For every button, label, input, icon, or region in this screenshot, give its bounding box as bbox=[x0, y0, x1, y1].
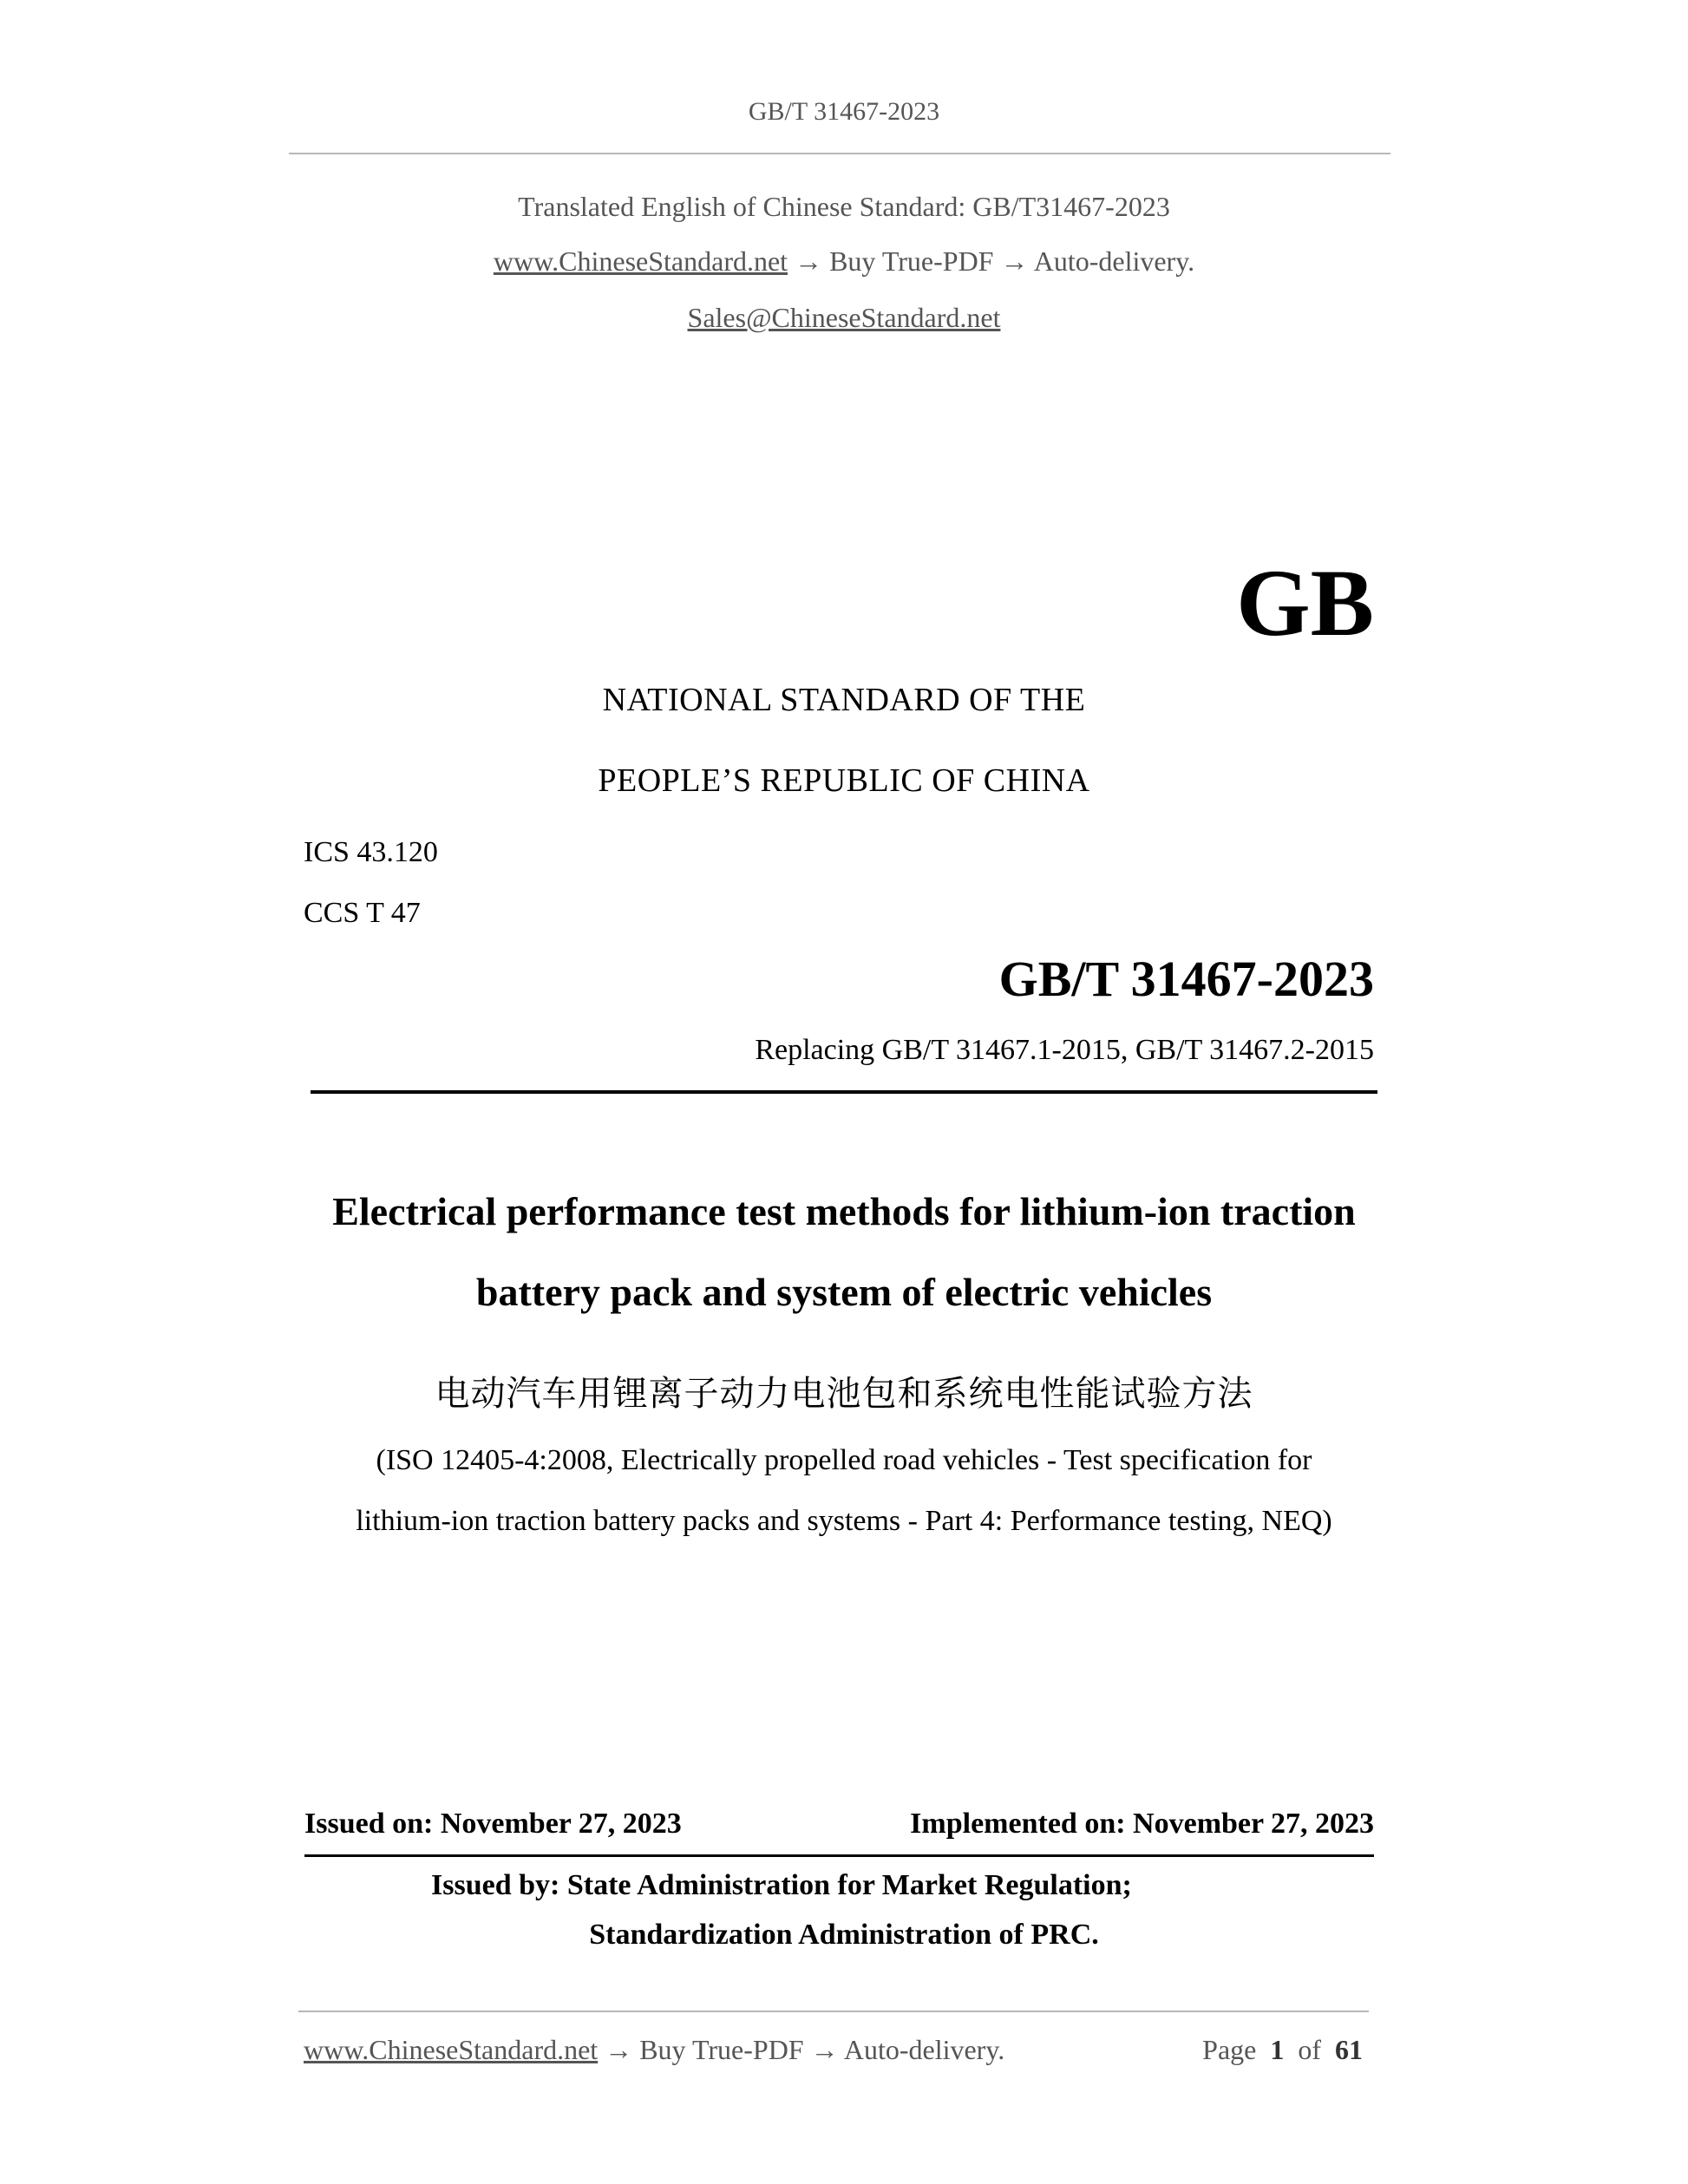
of-label: of bbox=[1298, 2034, 1321, 2065]
email-line bbox=[0, 302, 1688, 334]
arrow-right-icon: → bbox=[1000, 245, 1029, 277]
national-title-line2: PEOPLE’S REPUBLIC OF CHINA bbox=[598, 762, 1090, 799]
ccs-code: CCS T 47 bbox=[304, 897, 421, 929]
issued-date: Issued on: November 27, 2023 bbox=[304, 1808, 682, 1840]
dates-divider bbox=[304, 1854, 1374, 1857]
title-cn: 电动汽车用锂离子动力电池包和系统电性能试验方法 bbox=[435, 1374, 1253, 1414]
arrow-right-icon: → bbox=[810, 2034, 839, 2065]
footer-purchase-line bbox=[304, 2034, 1004, 2066]
header-divider bbox=[289, 153, 1390, 154]
running-header: GB/T 31467-2023 bbox=[748, 97, 940, 126]
standard-number: GB/T 31467-2023 bbox=[998, 951, 1374, 1007]
translation-note: Translated English of Chinese Standard: GB/T31467-2023 bbox=[518, 191, 1170, 222]
title-en-line1: Electrical performance test methods for lithium-ion traction bbox=[332, 1189, 1356, 1233]
iso-reference-line1: (ISO 12405-4:2008, Electrically propelled road vehicles - Test specification for bbox=[376, 1444, 1312, 1476]
iso-reference-line2: lithium-ion traction battery packs and systems - Part 4: Performance testing, NEQ) bbox=[356, 1505, 1332, 1537]
issued-by-line2: Standardization Administration of PRC. bbox=[589, 1919, 1099, 1951]
page-label: Page bbox=[1202, 2034, 1257, 2065]
replacing-note: Replacing GB/T 31467.1-2015, GB/T 31467.2-2015 bbox=[755, 1034, 1374, 1066]
issued-by-line1: Issued by: State Administration for Market Regulation; bbox=[431, 1869, 1132, 1901]
arrow-right-icon: → bbox=[605, 2034, 633, 2065]
arrow-right-icon: → bbox=[795, 245, 823, 277]
page-current: 1 bbox=[1270, 2034, 1285, 2065]
implemented-date: Implemented on: November 27, 2023 bbox=[910, 1808, 1374, 1840]
buy-true-pdf-text: Buy True-PDF bbox=[829, 245, 994, 277]
title-en-line2: battery pack and system of electric vehicles bbox=[475, 1270, 1213, 1314]
ics-code: ICS 43.120 bbox=[304, 836, 438, 868]
footer-delivery-text: Auto-delivery. bbox=[843, 2034, 1005, 2065]
footer-buy-text: Buy True-PDF bbox=[639, 2034, 804, 2065]
gb-logo-mark: GB bbox=[1236, 550, 1374, 656]
title-divider bbox=[311, 1090, 1377, 1094]
footer-site-link[interactable]: www.ChineseStandard.net bbox=[304, 2034, 599, 2065]
purchase-line bbox=[0, 245, 1688, 278]
page-total: 61 bbox=[1335, 2034, 1363, 2065]
footer-divider bbox=[298, 2011, 1369, 2012]
auto-delivery-text: Auto-delivery. bbox=[1033, 245, 1195, 277]
national-title-line1: NATIONAL STANDARD OF THE bbox=[602, 682, 1086, 718]
site-link[interactable]: www.ChineseStandard.net bbox=[493, 245, 788, 277]
page-indicator bbox=[1202, 2034, 1363, 2066]
email-link[interactable]: Sales@ChineseStandard.net bbox=[687, 302, 1001, 333]
